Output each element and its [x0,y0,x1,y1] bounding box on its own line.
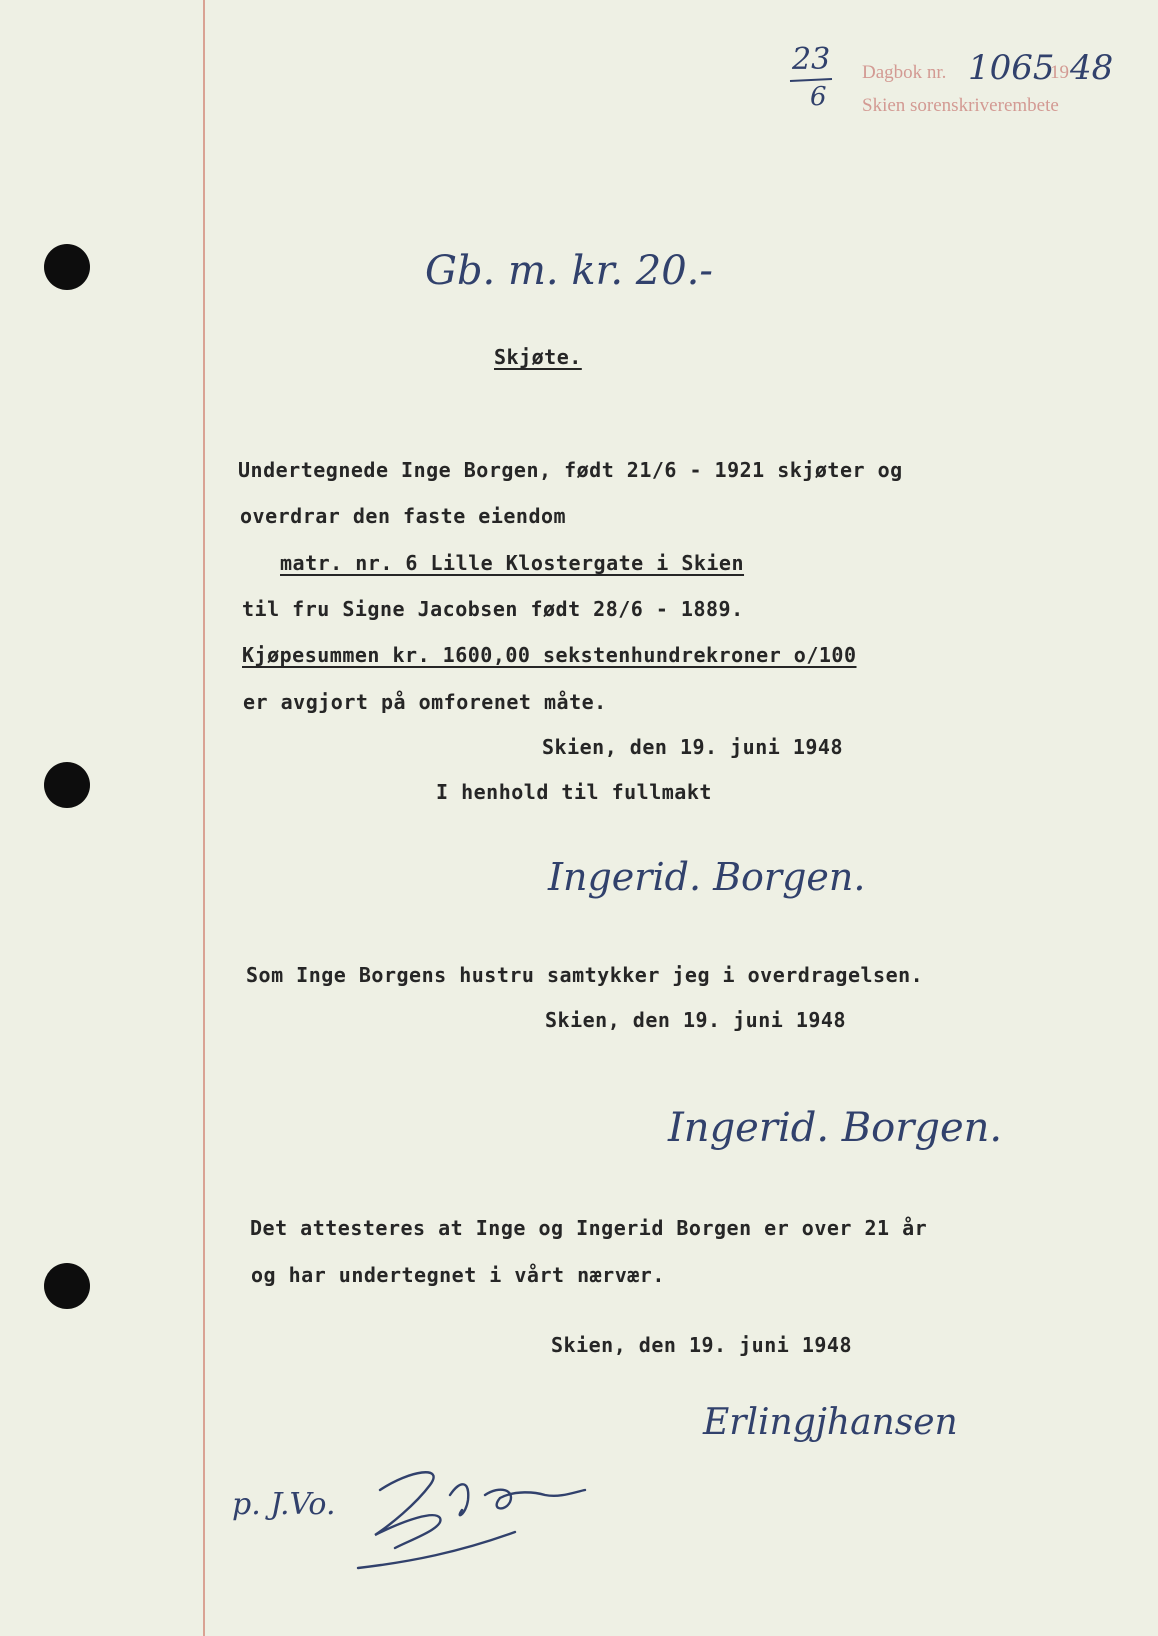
place-date-3: Skien, den 19. juni 1948 [551,1333,852,1357]
paragraph-line-6: er avgjort på omforenet måte. [243,690,607,714]
punch-hole-middle [44,762,90,808]
handwritten-date-bottom: 6 [810,82,827,112]
proxy-line: I henhold til fullmakt [436,780,712,804]
handwritten-fee-note: Gb. m. kr. 20.- [425,248,713,294]
margin-rule [203,0,205,1636]
stamp-year-prefix: 19 [1050,62,1069,83]
document-title: Skjøte. [494,345,582,369]
witness-initials: p. J.Vo. [232,1487,336,1522]
place-date-1: Skien, den 19. juni 1948 [542,735,843,759]
handwritten-dagbok-number: 1065 [968,48,1055,88]
purchase-price-line: Kjøpesummen kr. 1600,00 sekstenhundrekroner o/100 [242,643,857,667]
signature-2: Ingerid. Borgen. [668,1105,1003,1151]
paragraph-line-1: Undertegnede Inge Borgen, født 21/6 - 1921 skjøter og [238,458,903,482]
stamp-dagbok-label: Dagbok nr. [862,62,947,83]
handwritten-date-top: 23 [792,42,831,77]
property-line: matr. nr. 6 Lille Klostergate i Skien [280,551,745,575]
stamp-office-name: Skien sorenskriverembete [862,95,1059,116]
signature-3: Erlingjhansen [703,1402,958,1443]
consent-line: Som Inge Borgens hustru samtykker jeg i overdragelsen. [246,963,924,987]
punch-hole-top [44,244,90,290]
handwritten-year: 48 [1070,48,1114,88]
signature-1: Ingerid. Borgen. [548,855,866,899]
witness-scribble-signature [350,1440,620,1570]
paragraph-line-2: overdrar den faste eiendom [240,504,567,528]
paragraph-line-4: til fru Signe Jacobsen født 28/6 - 1889. [242,597,744,621]
attest-line-2: og har undertegnet i vårt nærvær. [251,1263,665,1287]
place-date-2: Skien, den 19. juni 1948 [545,1008,846,1032]
attest-line-1: Det attesteres at Inge og Ingerid Borgen er over 21 år [250,1216,928,1240]
punch-hole-bottom [44,1263,90,1309]
